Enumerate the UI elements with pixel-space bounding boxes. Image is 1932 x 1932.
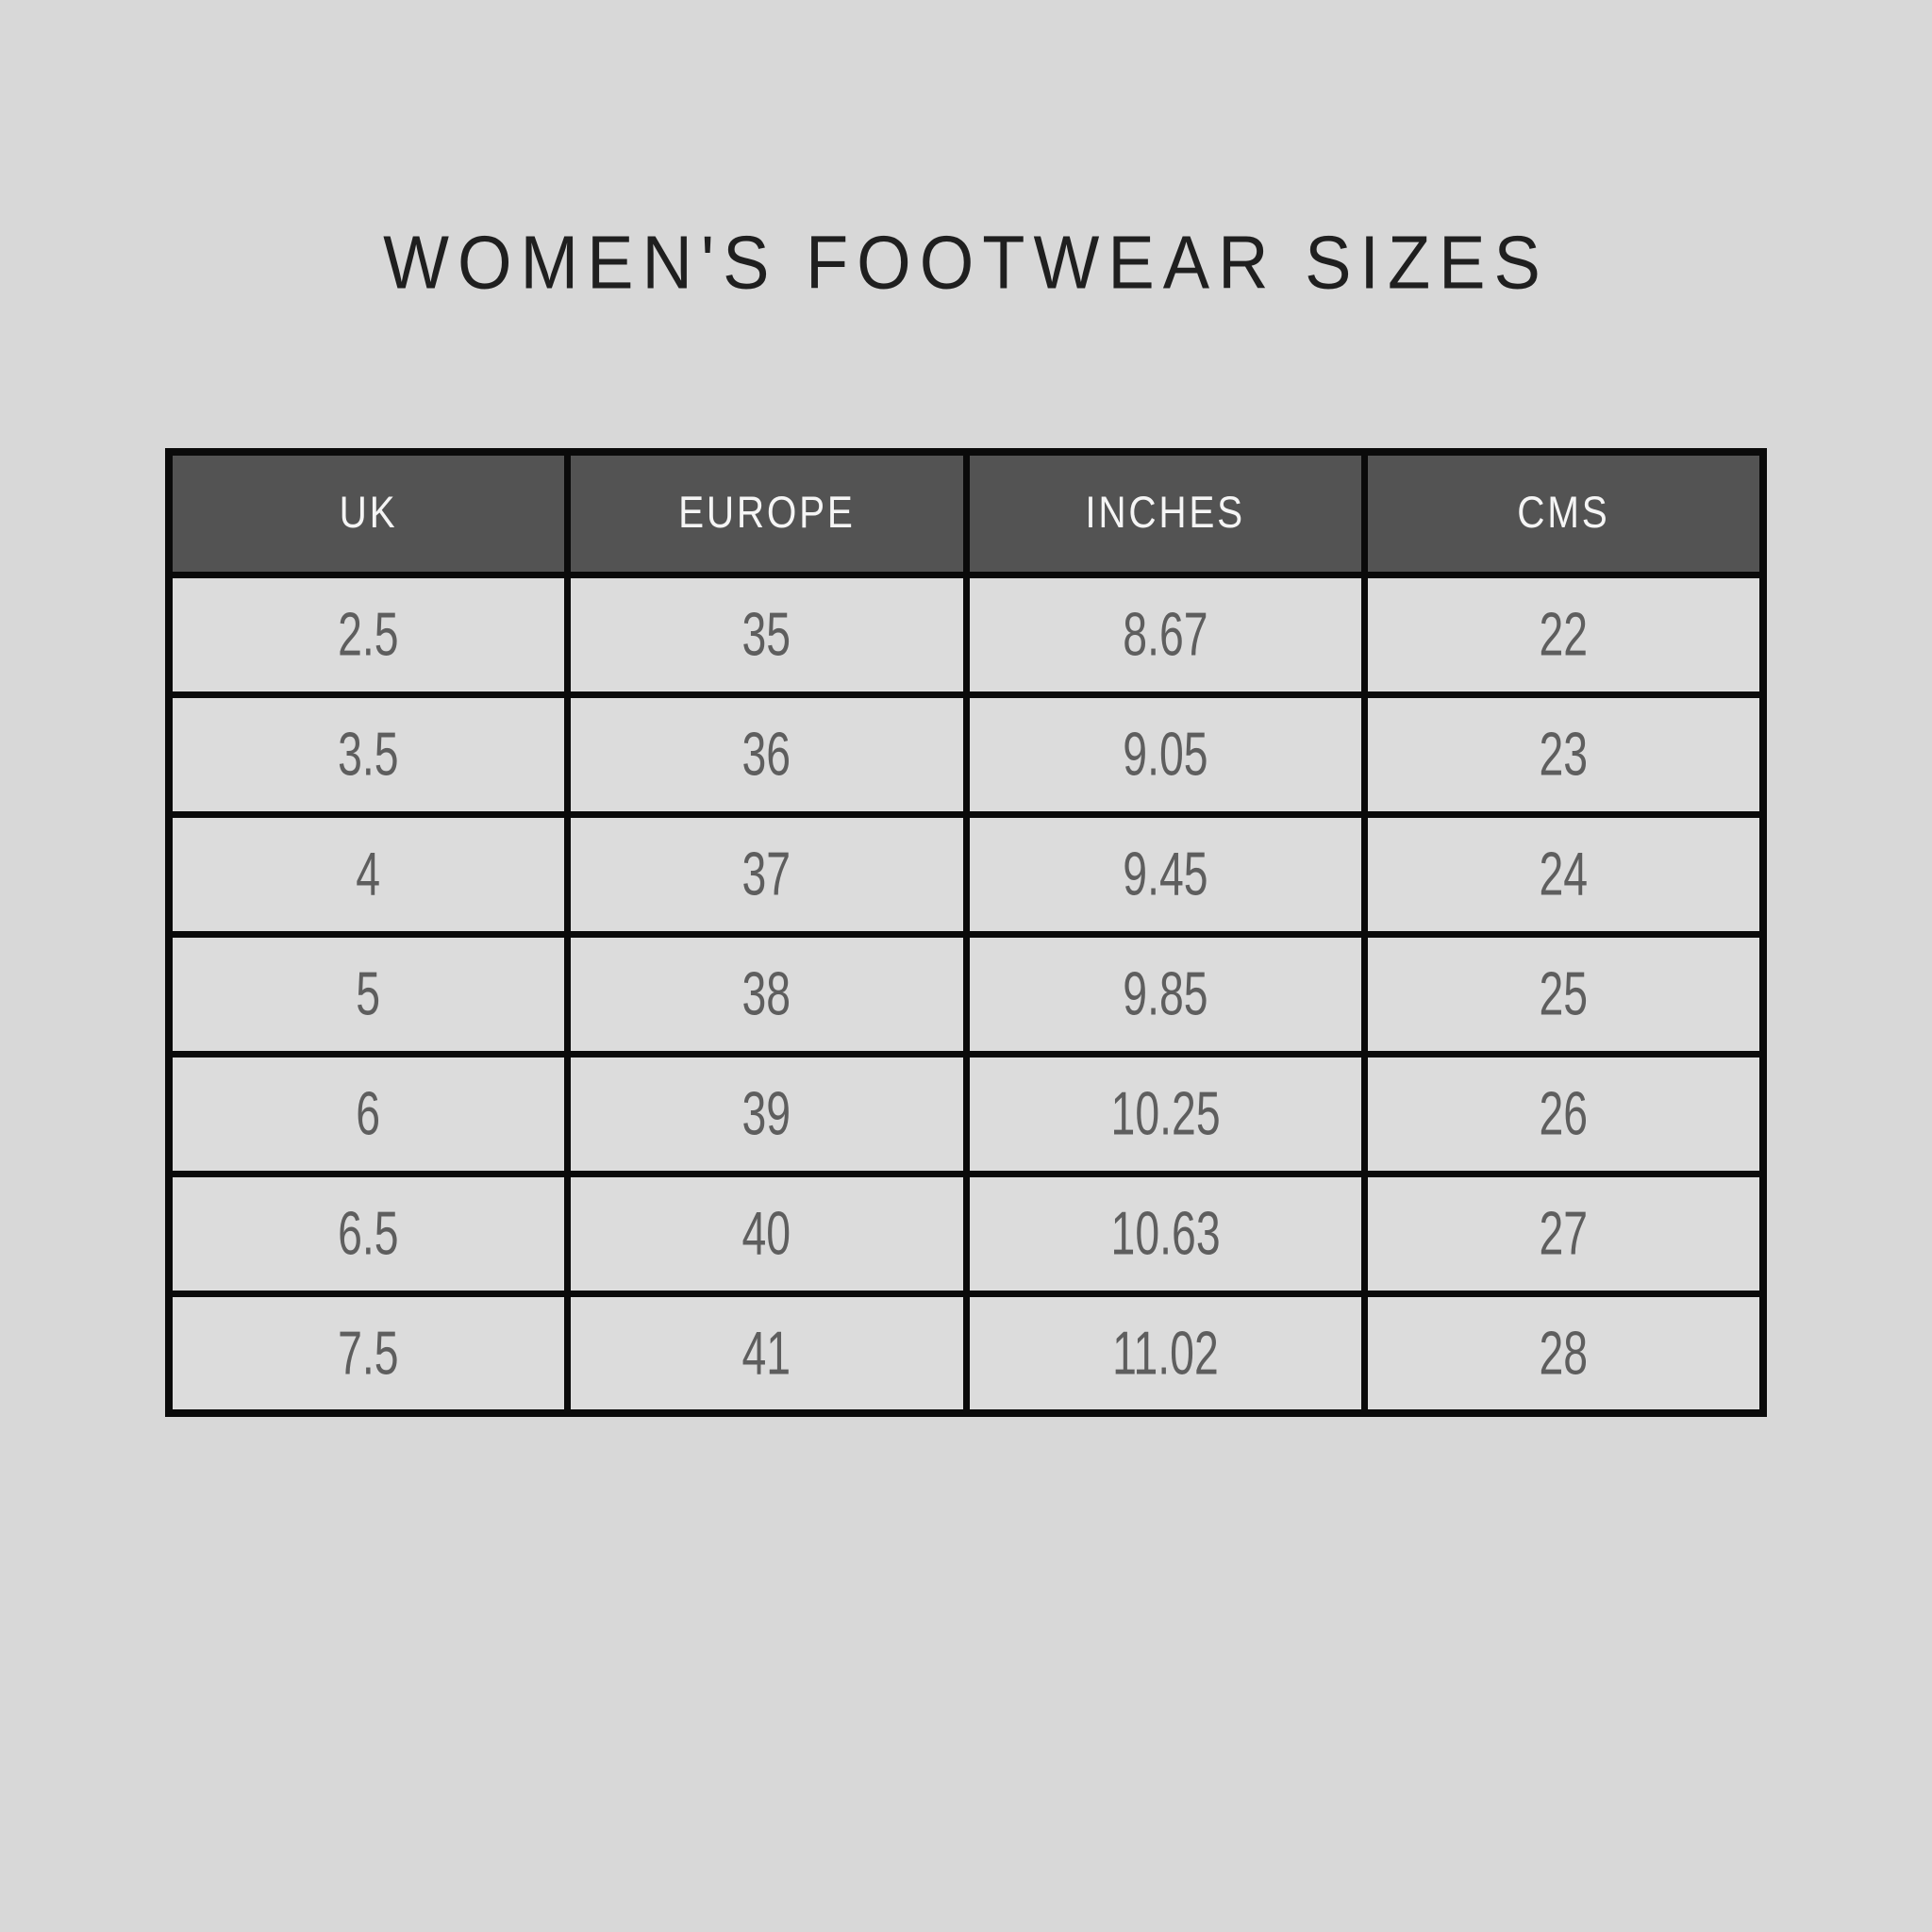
size-table [165, 448, 1767, 1417]
table-cell-value: 7.5 [338, 1318, 399, 1388]
table-cell-value: 9.85 [1123, 959, 1208, 1028]
table-cell-value: 10.63 [1110, 1199, 1221, 1268]
table-cell-value: 23 [1539, 720, 1589, 789]
column-header-label: CMS [1517, 488, 1610, 539]
table-cell-value: 9.05 [1123, 720, 1208, 789]
table-cell-value: 28 [1539, 1318, 1589, 1388]
table-cell-value: 27 [1539, 1199, 1589, 1268]
table-cell-uk [169, 1054, 568, 1174]
table-row [169, 1174, 1763, 1293]
table-cell-inches [966, 814, 1365, 934]
table-cell-europe [568, 694, 967, 814]
table-cell-europe [568, 1054, 967, 1174]
table-cell-cms [1365, 575, 1764, 694]
table-cell-value: 9.45 [1123, 840, 1208, 908]
table-cell-value: 39 [741, 1079, 791, 1148]
table-cell-value: 4 [356, 840, 381, 908]
table-cell-inches [966, 1174, 1365, 1293]
table-cell-value: 2.5 [338, 600, 399, 669]
table-cell-value: 37 [741, 840, 791, 908]
table-row [169, 575, 1763, 694]
table-cell-value: 36 [741, 720, 791, 789]
size-table-body [169, 575, 1763, 1413]
table-cell-uk [169, 1174, 568, 1293]
table-cell-europe [568, 934, 967, 1054]
column-header-europe [568, 452, 967, 575]
table-cell-value: 8.67 [1123, 600, 1208, 669]
table-cell-value: 24 [1539, 840, 1589, 908]
table-cell-europe [568, 1174, 967, 1293]
table-cell-uk [169, 1293, 568, 1413]
table-cell-cms [1365, 934, 1764, 1054]
table-row [169, 1054, 1763, 1174]
column-header-cms [1365, 452, 1764, 575]
column-header-label: UK [339, 488, 398, 539]
table-cell-inches [966, 694, 1365, 814]
column-header-label: INCHES [1085, 488, 1246, 539]
table-cell-uk [169, 814, 568, 934]
table-cell-inches [966, 1054, 1365, 1174]
table-cell-cms [1365, 1174, 1764, 1293]
table-row [169, 814, 1763, 934]
table-cell-cms [1365, 1293, 1764, 1413]
column-header-label: EUROPE [677, 488, 856, 539]
table-cell-value: 6.5 [338, 1199, 399, 1268]
table-row [169, 1293, 1763, 1413]
table-cell-cms [1365, 694, 1764, 814]
table-cell-value: 40 [741, 1199, 791, 1268]
table-cell-value: 25 [1539, 959, 1589, 1028]
table-cell-value: 3.5 [338, 720, 399, 789]
table-cell-cms [1365, 814, 1764, 934]
table-cell-value: 35 [741, 600, 791, 669]
table-row [169, 694, 1763, 814]
table-cell-europe [568, 575, 967, 694]
table-cell-inches [966, 1293, 1365, 1413]
page-title: WOMEN'S FOOTWEAR SIZES [383, 220, 1549, 305]
table-cell-value: 6 [356, 1079, 381, 1148]
table-cell-inches [966, 575, 1365, 694]
table-cell-europe [568, 814, 967, 934]
size-table-header [169, 452, 1763, 575]
table-cell-uk [169, 694, 568, 814]
column-header-uk [169, 452, 568, 575]
table-cell-value: 38 [741, 959, 791, 1028]
table-cell-value: 41 [741, 1318, 791, 1388]
header-row [169, 452, 1763, 575]
table-cell-value: 11.02 [1111, 1318, 1219, 1388]
table-cell-value: 22 [1539, 600, 1589, 669]
table-row [169, 934, 1763, 1054]
table-cell-value: 26 [1539, 1079, 1589, 1148]
table-cell-uk [169, 575, 568, 694]
table-cell-value: 5 [356, 959, 381, 1028]
table-cell-europe [568, 1293, 967, 1413]
table-cell-value: 10.25 [1110, 1079, 1221, 1148]
column-header-inches [966, 452, 1365, 575]
table-cell-uk [169, 934, 568, 1054]
table-cell-inches [966, 934, 1365, 1054]
table-cell-cms [1365, 1054, 1764, 1174]
